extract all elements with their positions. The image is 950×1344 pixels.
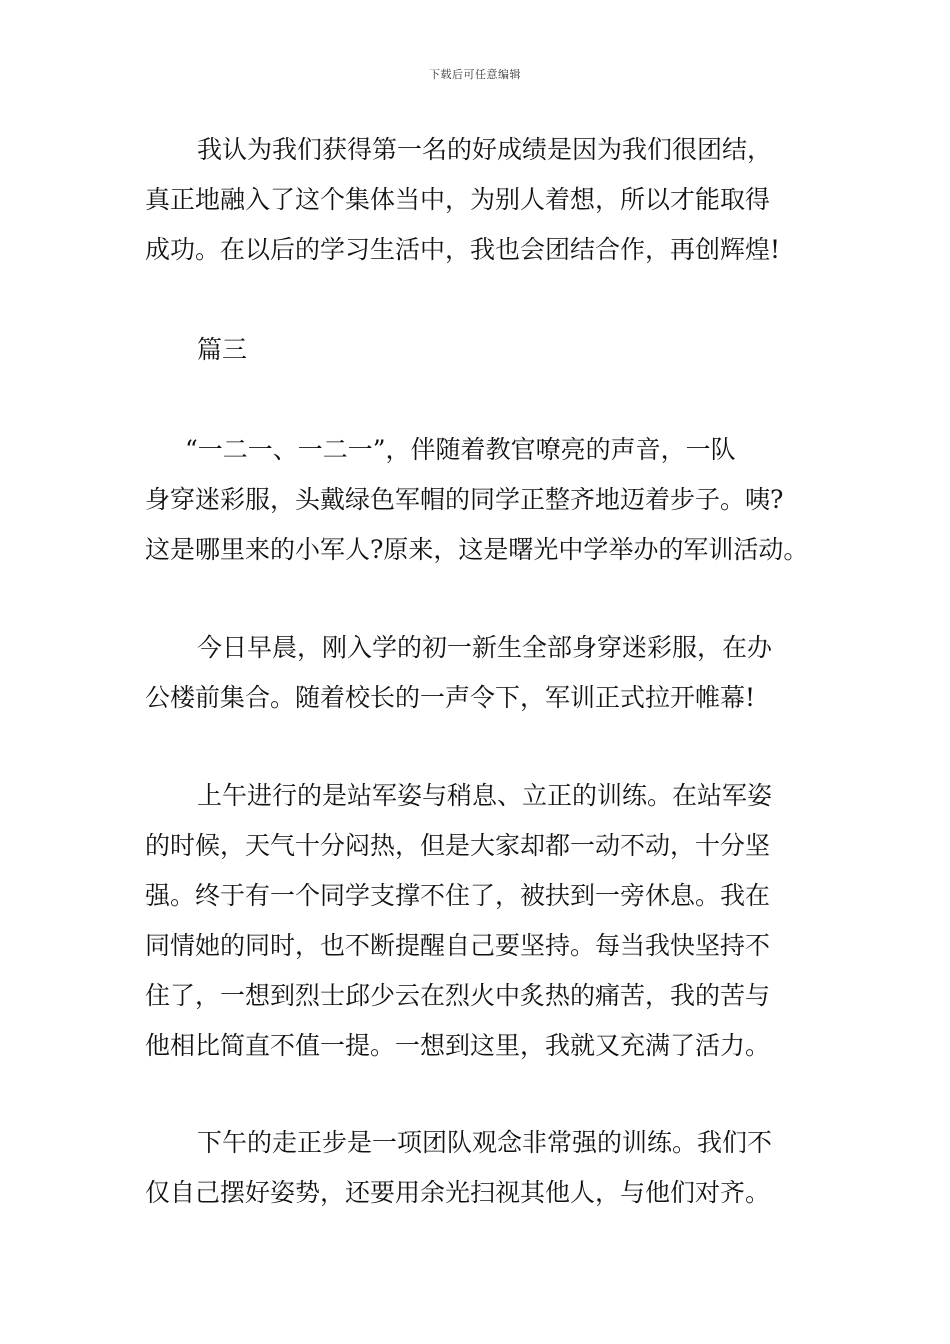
paragraph-5: [145, 1118, 810, 1218]
paragraph-1: [145, 125, 810, 275]
text-line: 强。终于有一个同学支撑不住了，被扶到一旁休息。我在: [145, 881, 771, 910]
text-line: 仅自己摆好姿势，还要用余光扫视其他人，与他们对齐。: [145, 1178, 771, 1207]
page-header: 下载后可任意编辑: [429, 68, 521, 81]
text-line: “一二一、一二一”，伴随着教官嘹亮的声音，一队: [185, 435, 736, 464]
text-line: 同情她的同时，也不断提醒自己要坚持。每当我快坚持不: [145, 931, 771, 960]
text-line: 真正地融入了这个集体当中，为别人着想，所以才能取得: [145, 185, 771, 214]
text-line: 成功。在以后的学习生活中，我也会团结合作，再创辉煌!: [145, 235, 781, 264]
text-line: 下午的走正步是一项团队观念非常强的训练。我们不: [197, 1128, 773, 1157]
text-line: 这是哪里来的小军人?原来，这是曙光中学举办的军训活动。: [145, 535, 809, 564]
paragraph-4: [145, 771, 810, 1071]
text-line: 的时候，天气十分闷热，但是大家却都一动不动，十分坚: [145, 831, 771, 860]
text-line: 公楼前集合。随着校长的一声令下，军训正式拉开帷幕!: [145, 683, 756, 712]
text-line: 上午进行的是站军姿与稍息、立正的训练。在站军姿: [197, 781, 773, 810]
text-line: 他相比简直不值一提。一想到这里，我就又充满了活力。: [145, 1031, 771, 1060]
text-line: 我认为我们获得第一名的好成绩是因为我们很团结，: [197, 135, 773, 164]
paragraph-2: [145, 425, 810, 575]
section-heading: 篇三: [197, 335, 248, 364]
text-line: 住了，一想到烈士邱少云在烈火中炙热的痛苦，我的苦与: [145, 981, 771, 1010]
paragraph-3: [145, 623, 810, 723]
section-title: [145, 325, 810, 375]
text-line: 今日早晨，刚入学的初一新生全部身穿迷彩服，在办: [197, 633, 773, 662]
text-line: 身穿迷彩服，头戴绿色军帽的同学正整齐地迈着步子。咦?: [145, 485, 784, 514]
